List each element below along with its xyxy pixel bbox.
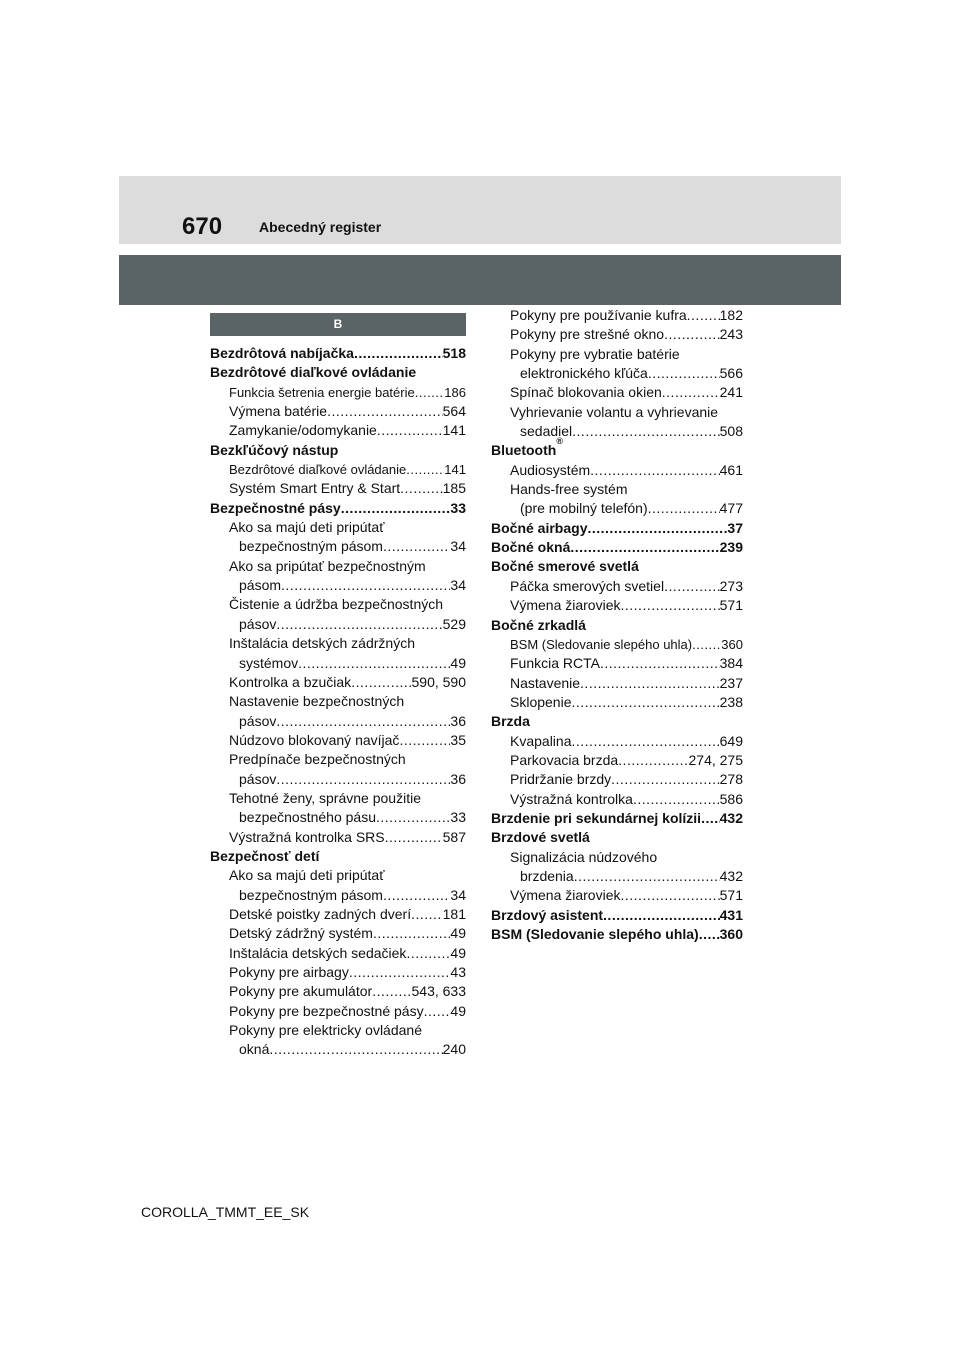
index-term: Systém Smart Entry & Start <box>229 480 401 497</box>
index-term: Bočné okná <box>491 539 571 556</box>
index-entry <box>210 576 466 595</box>
index-entry <box>210 866 466 885</box>
index-entry <box>210 673 466 692</box>
index-term: Tehotné ženy, správne použitie <box>229 789 421 806</box>
index-entry <box>210 634 466 653</box>
page-reference: 34 <box>450 886 466 903</box>
page-reference: 564 <box>442 403 466 420</box>
index-term: Pokyny pre akumulátor <box>229 983 373 1000</box>
dot-leader <box>276 770 450 789</box>
dot-leader <box>400 479 442 498</box>
dot-leader <box>349 963 451 982</box>
index-list-right <box>491 306 743 944</box>
page-reference: 571 <box>719 597 743 614</box>
index-term: Bočné zrkadlá <box>491 616 586 633</box>
page-reference: 543, 633 <box>411 983 466 1000</box>
index-term: Funkcia RCTA <box>510 655 600 672</box>
index-entry <box>491 538 743 557</box>
dot-leader <box>269 1040 442 1059</box>
index-term: Bočné smerové svetlá <box>491 558 639 575</box>
dot-leader <box>354 344 443 363</box>
page-reference: 241 <box>719 384 743 401</box>
index-entry <box>210 886 466 905</box>
header-band <box>119 176 841 244</box>
index-term: Detské poistky zadných dverí <box>229 905 412 922</box>
page-reference: 587 <box>442 828 466 845</box>
page-reference: 431 <box>719 906 743 923</box>
dot-leader <box>383 886 450 905</box>
dot-leader <box>587 519 727 538</box>
dot-leader <box>701 809 720 828</box>
page-reference: 33 <box>450 499 466 516</box>
page-reference: 141 <box>444 462 466 478</box>
index-term: Pokyny pre používanie kufra <box>510 307 687 323</box>
dot-leader <box>424 1002 451 1021</box>
page-reference: 240 <box>442 1041 466 1058</box>
page-reference: 586 <box>719 790 743 807</box>
index-term: Bezpečnosť detí <box>210 847 320 864</box>
index-term: Signalizácia núdzového <box>510 848 658 865</box>
index-term: Inštalácia detských sedačiek <box>229 944 407 961</box>
index-entry <box>210 712 466 731</box>
page-reference: 43 <box>450 964 466 980</box>
index-term: Ako sa majú deti pripútať <box>229 867 385 884</box>
index-entry <box>491 383 743 402</box>
index-entry <box>491 654 743 673</box>
page-reference: 185 <box>442 480 466 497</box>
page-reference: 239 <box>719 539 743 556</box>
header-dark-band <box>119 255 841 305</box>
index-entry <box>210 383 466 402</box>
page-reference: 518 <box>442 345 466 361</box>
index-term: BSM (Sledovanie slepého uhla) <box>510 636 693 652</box>
index-entry <box>491 674 743 693</box>
index-entry <box>210 789 466 808</box>
index-term: okná <box>239 1041 270 1058</box>
page-reference: 243 <box>719 326 743 343</box>
index-term: (pre mobilný telefón) <box>520 500 648 517</box>
page-reference: 33 <box>450 809 466 826</box>
index-entry <box>210 924 466 943</box>
index-term: Brzdové svetlá <box>491 829 590 846</box>
index-term: Pokyny pre vybratie batérie <box>510 345 680 362</box>
dot-leader <box>621 596 720 615</box>
index-entry <box>210 654 466 673</box>
index-term: brzdenia <box>520 867 574 884</box>
index-entry <box>210 905 466 924</box>
index-entry <box>491 635 743 654</box>
page-reference: 237 <box>719 674 743 691</box>
index-term: Kvapalina <box>510 732 572 749</box>
page-reference: 384 <box>719 655 743 672</box>
dot-leader <box>600 654 720 673</box>
page-reference: 35 <box>450 731 466 748</box>
dot-leader <box>383 537 450 556</box>
dot-leader <box>276 615 442 634</box>
dot-leader <box>618 751 688 770</box>
page-reference: 34 <box>450 538 466 555</box>
dot-leader <box>377 421 443 440</box>
dot-leader <box>406 460 444 479</box>
index-entry <box>491 828 743 847</box>
letter-heading: B <box>210 313 466 336</box>
dot-leader <box>662 383 720 402</box>
page-reference: 432 <box>719 809 743 826</box>
index-entry <box>210 1002 466 1021</box>
index-entry <box>491 770 743 789</box>
index-term: bezpečnostným pásom <box>239 538 383 555</box>
page-reference: 181 <box>442 905 466 922</box>
index-term: Výmena batérie <box>229 403 328 420</box>
index-entry <box>491 906 743 925</box>
dot-leader <box>376 808 450 827</box>
page-reference: 590, 590 <box>411 673 466 690</box>
index-entry <box>491 809 743 828</box>
index-term: Predpínače bezpečnostných <box>229 751 406 768</box>
page-reference: 566 <box>719 365 743 382</box>
index-entry <box>210 692 466 711</box>
page-reference: 477 <box>719 500 743 517</box>
index-term: Ako sa pripútať bezpečnostným <box>229 557 426 574</box>
index-term: Bezkľúčový nástup <box>210 441 339 458</box>
index-term: Parkovacia brzda <box>510 751 619 768</box>
index-entry <box>210 731 466 750</box>
index-term: Núdzovo blokovaný navíjač <box>229 731 400 748</box>
index-entry <box>210 944 466 963</box>
index-entry <box>210 1040 466 1059</box>
index-term: Výstražná kontrolka SRS <box>229 828 385 845</box>
index-entry <box>210 847 466 866</box>
index-entry <box>491 403 743 422</box>
page-reference: 461 <box>719 461 743 478</box>
page-reference: 274, 275 <box>688 751 743 768</box>
index-entry <box>491 732 743 751</box>
index-term: bezpečnostným pásom <box>239 886 383 903</box>
index-entry <box>491 848 743 867</box>
page-reference: 273 <box>719 577 743 594</box>
dot-leader <box>648 499 720 518</box>
index-entry <box>210 518 466 537</box>
index-term: Hands-free systém <box>510 481 628 498</box>
index-term: Bluetooth <box>491 442 557 459</box>
dot-leader <box>298 654 450 673</box>
index-term: Zamykanie/odomykanie <box>229 422 377 439</box>
index-term: Kontrolka a bzučiak <box>229 673 352 690</box>
index-term: Bezpečnostné pásy <box>210 499 341 516</box>
dot-leader <box>664 325 720 344</box>
index-term: Funkcia šetrenia energie batérie <box>229 384 415 400</box>
dot-leader <box>572 693 720 712</box>
index-entry <box>491 886 743 905</box>
dot-leader <box>351 673 411 692</box>
index-term: bezpečnostného pásu <box>239 809 376 826</box>
index-column-right <box>491 306 743 944</box>
index-term: Výmena žiaroviek <box>510 597 621 614</box>
dot-leader <box>603 906 720 925</box>
index-entry <box>491 306 743 325</box>
dot-leader <box>276 712 450 731</box>
dot-leader <box>611 770 719 789</box>
index-entry <box>210 421 466 440</box>
index-entry <box>210 750 466 769</box>
index-entry <box>491 693 743 712</box>
index-term: Ako sa majú deti pripútať <box>229 519 385 536</box>
dot-leader <box>580 674 720 693</box>
index-entry <box>491 867 743 886</box>
page-reference: 649 <box>719 732 743 749</box>
index-term: pásov <box>239 770 277 787</box>
index-term: Pokyny pre bezpečnostné pásy <box>229 1002 424 1019</box>
index-entry <box>210 557 466 576</box>
dot-leader <box>385 828 443 847</box>
dot-leader <box>572 422 719 441</box>
index-entry <box>210 828 466 847</box>
dot-leader <box>281 576 450 595</box>
page-reference: 278 <box>719 771 743 788</box>
dot-leader <box>399 731 450 750</box>
index-term: pásom <box>239 577 282 594</box>
page-reference: 529 <box>442 615 466 632</box>
index-entry <box>210 770 466 789</box>
index-entry <box>491 790 743 809</box>
dot-leader <box>699 925 720 944</box>
index-term: Inštalácia detských zádržných <box>229 635 415 652</box>
dot-leader <box>341 499 451 518</box>
index-term: Bezdrôtové diaľkové ovládanie <box>229 462 407 478</box>
index-entry <box>210 460 466 479</box>
index-entry <box>491 616 743 635</box>
page-reference: 238 <box>719 693 743 710</box>
index-entry <box>491 436 743 460</box>
index-term: pásov <box>239 712 277 729</box>
index-entry <box>210 363 466 382</box>
index-entry <box>210 499 466 518</box>
page-reference: 36 <box>450 770 466 787</box>
page-reference: 360 <box>721 636 743 652</box>
page-reference: 182 <box>719 307 743 323</box>
dot-leader <box>590 461 719 480</box>
index-entry <box>210 808 466 827</box>
index-entry <box>210 344 466 363</box>
index-entry <box>491 925 743 944</box>
index-term: Sklopenie <box>510 693 572 710</box>
document-footer: COROLLA_TMMT_EE_SK <box>141 1204 310 1220</box>
page-reference: 36 <box>450 712 466 729</box>
dot-leader <box>572 732 720 751</box>
index-entry <box>491 499 743 518</box>
index-term: Detský zádržný systém <box>229 925 373 942</box>
index-term: Bezdrôtové diaľkové ovládanie <box>210 364 417 381</box>
index-entry <box>491 480 743 499</box>
page-reference: 432 <box>719 867 743 884</box>
index-term: Audiosystém <box>510 461 591 478</box>
index-term: Bezdrôtová nabíjačka <box>210 345 354 361</box>
index-entry <box>210 402 466 421</box>
index-column-left <box>210 313 466 1060</box>
index-term: Pokyny pre elektricky ovládané <box>229 1022 422 1039</box>
index-entry <box>210 1021 466 1040</box>
index-entry <box>491 345 743 364</box>
index-entry <box>491 325 743 344</box>
index-term: Brzdenie pri sekundárnej kolízii <box>491 809 702 826</box>
page-reference: 37 <box>727 519 743 536</box>
index-entry <box>210 441 466 460</box>
index-entry <box>210 963 466 982</box>
page-reference: 34 <box>450 577 466 594</box>
index-term: Spínač blokovania okien <box>510 384 662 401</box>
index-term: sedadiel <box>520 423 573 440</box>
index-entry <box>491 364 743 383</box>
section-title: Abecedný register <box>259 219 382 235</box>
dot-leader <box>687 306 720 325</box>
index-term: BSM (Sledovanie slepého uhla) <box>491 926 699 942</box>
index-entry <box>210 479 466 498</box>
index-entry <box>491 461 743 480</box>
page-reference: 360 <box>719 926 743 942</box>
page-reference: 49 <box>450 925 466 942</box>
index-entry <box>491 577 743 596</box>
dot-leader <box>692 635 721 654</box>
index-entry <box>491 751 743 770</box>
dot-leader <box>633 790 720 809</box>
dot-leader <box>574 867 720 886</box>
index-term: Nastavenie bezpečnostných <box>229 693 405 710</box>
dot-leader <box>415 383 445 402</box>
dot-leader <box>327 402 443 421</box>
page-reference: 49 <box>450 1002 466 1019</box>
page-reference: 508 <box>719 423 743 440</box>
index-entry <box>210 595 466 614</box>
index-term: elektronického kľúča <box>520 365 648 382</box>
dot-leader <box>621 886 720 905</box>
index-entry <box>491 557 743 576</box>
page-reference: 49 <box>450 654 466 671</box>
index-term: Páčka smerových svetiel <box>510 577 665 594</box>
index-term: systémov <box>239 654 299 671</box>
index-term: Čistenie a údržba bezpečnostných <box>229 596 444 613</box>
index-term: Nastavenie <box>510 674 581 691</box>
dot-leader <box>372 982 411 1001</box>
index-entry <box>491 596 743 615</box>
index-term: Výstražná kontrolka <box>510 790 633 807</box>
index-entry <box>210 537 466 556</box>
index-entry <box>491 519 743 538</box>
dot-leader <box>373 924 450 943</box>
index-term: Brzdový asistent <box>491 906 604 923</box>
page-reference: 141 <box>442 422 466 439</box>
dot-leader <box>648 364 720 383</box>
index-term: pásov <box>239 615 277 632</box>
page-reference: 186 <box>444 384 466 400</box>
index-entry <box>491 712 743 731</box>
dot-leader <box>570 538 719 557</box>
index-list-left <box>210 344 466 1060</box>
index-entry <box>491 422 743 441</box>
index-term: Pridržanie brzdy <box>510 771 612 788</box>
dot-leader <box>664 577 720 596</box>
index-term: Vyhrievanie volantu a vyhrievanie <box>510 403 719 420</box>
page-reference: 49 <box>450 944 466 961</box>
index-term: Pokyny pre strešné okno <box>510 326 665 343</box>
index-term: Pokyny pre airbagy <box>229 964 349 980</box>
index-term: Výmena žiaroviek <box>510 887 621 904</box>
dot-leader <box>406 944 450 963</box>
page-reference: 571 <box>719 887 743 904</box>
registered-mark: ® <box>556 436 563 447</box>
index-term: Bočné airbagy <box>491 519 588 536</box>
index-entry <box>210 615 466 634</box>
index-term: Brzda <box>491 713 530 730</box>
page-number: 670 <box>182 213 223 240</box>
index-entry <box>210 982 466 1001</box>
dot-leader <box>411 905 443 924</box>
